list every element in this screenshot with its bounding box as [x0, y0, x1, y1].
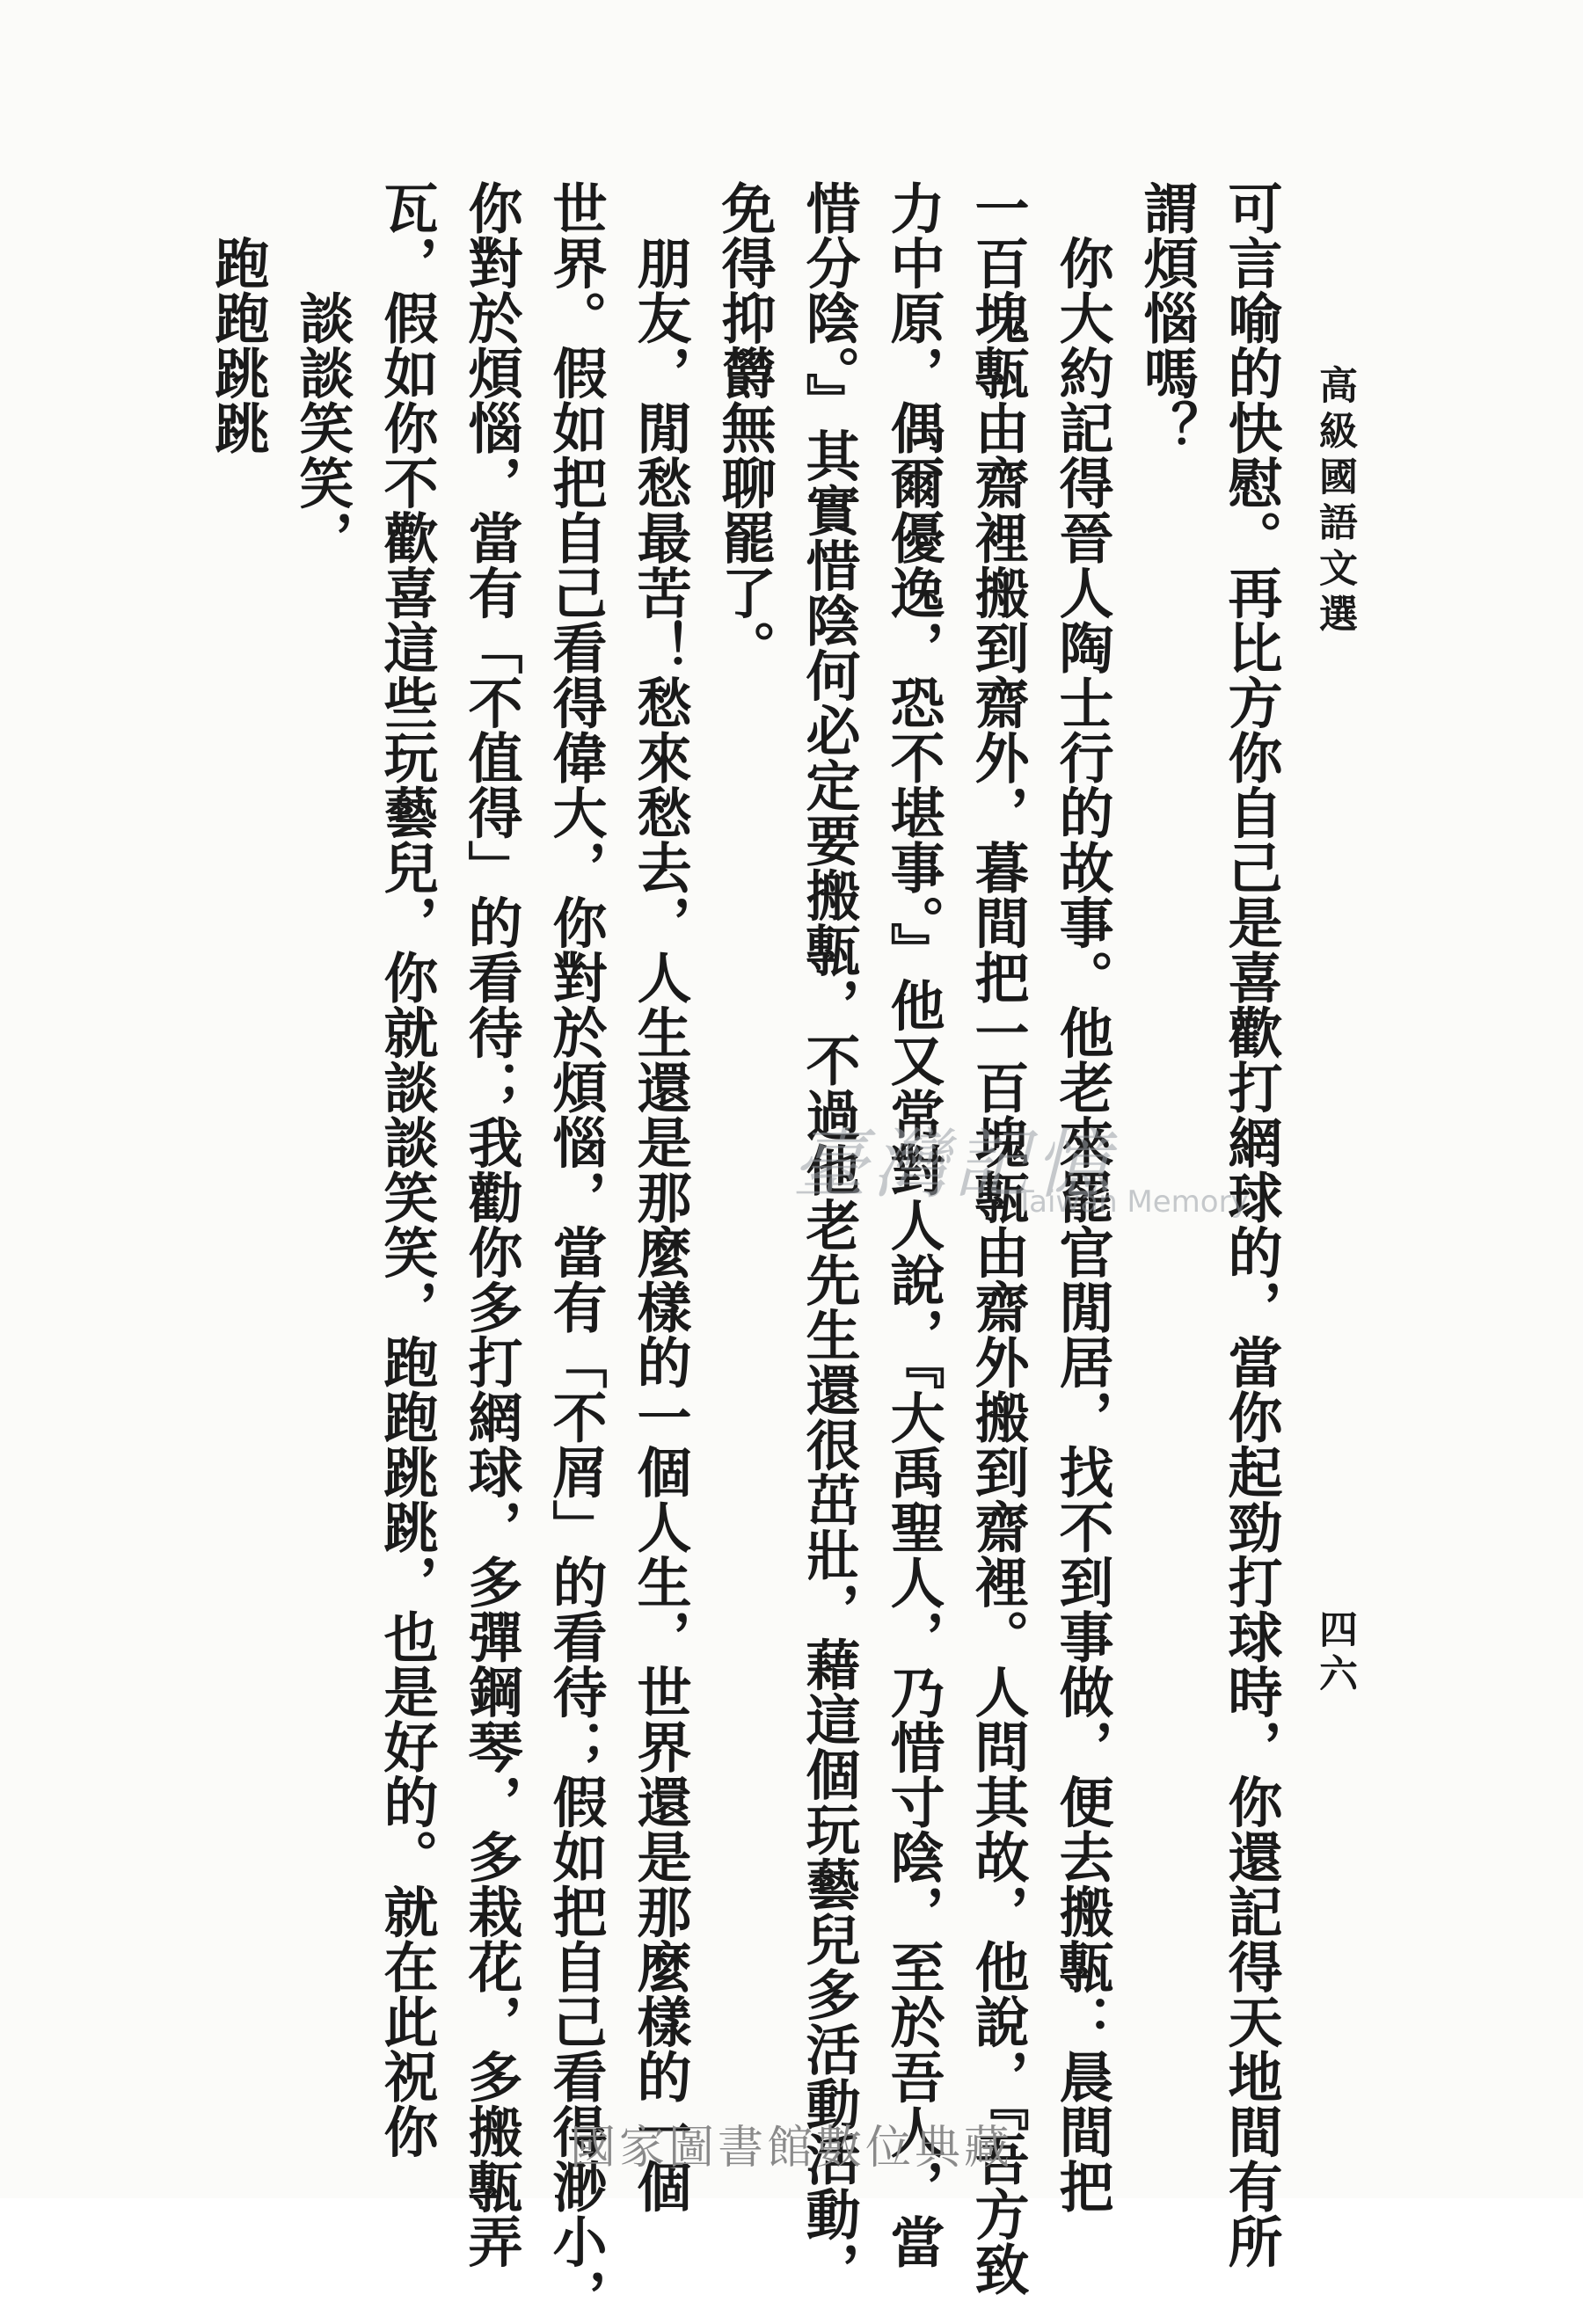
text-line: 瓦，假如你不歡喜這些玩藝兒，你就談談笑笑，跑跑跳跳，也是好的。就在此祝你 — [375, 180, 439, 2159]
text-line: 免得抑欝無聊罷了。 — [712, 180, 777, 675]
running-header-title: 高級國語文選 — [1312, 365, 1357, 639]
page-number: 四六 — [1312, 1609, 1357, 1697]
text-line: 世界。假如把自己看得偉大，你對於煩惱，當有「不屑」的看待；假如把自己看得渺小， — [543, 180, 608, 2324]
text-line: 惜分陰。』其實惜陰何必定要搬甎，不過他老先生還很茁壯，藉這個玩藝兒多活動活動， — [797, 180, 861, 2297]
text-line: 你對於煩惱，當有「不值得」的看待；我勸你多打網球，多彈鋼琴，多栽花，多搬甎弄 — [459, 180, 523, 2269]
text-line: 你大約記得晉人陶士行的故事。他老來罷官閒居，找不到事做，便去搬甎：晨間把 — [1050, 180, 1114, 2214]
text-line: 可言喻的快慰。再比方你自己是喜歡打網球的，當你起勁打球時，你還記得天地間有所 — [1219, 180, 1283, 2269]
text-line: 朋友，閒愁最苦！愁來愁去，人生還是那麼樣的一個人生，世界還是那麼樣的一個 — [628, 180, 692, 2214]
text-line: 力中原，偶爾優逸，恐不堪事。』他又常對人說，『大禹聖人，乃惜寸陰，至於吾人，當 — [881, 180, 945, 2269]
text-line: 一百塊甎由齋裡搬到齋外，暮間把一百塊甎由齋外搬到齋裡。人問其故，他說，『吾方致 — [966, 180, 1030, 2297]
footer-caption: 國家圖書館數位典藏 — [569, 2122, 1013, 2175]
watermark-subtitle: Taiwan Memory — [1016, 1184, 1249, 1220]
watermark-title: 臺灣記憶 — [792, 1121, 1115, 1209]
watermark — [792, 1104, 1249, 1235]
text-line: 跑跑跳跳 — [206, 180, 270, 455]
text-line: 謂煩惱嗎？ — [1134, 180, 1199, 455]
text-line: 談談笑笑， — [290, 180, 354, 565]
